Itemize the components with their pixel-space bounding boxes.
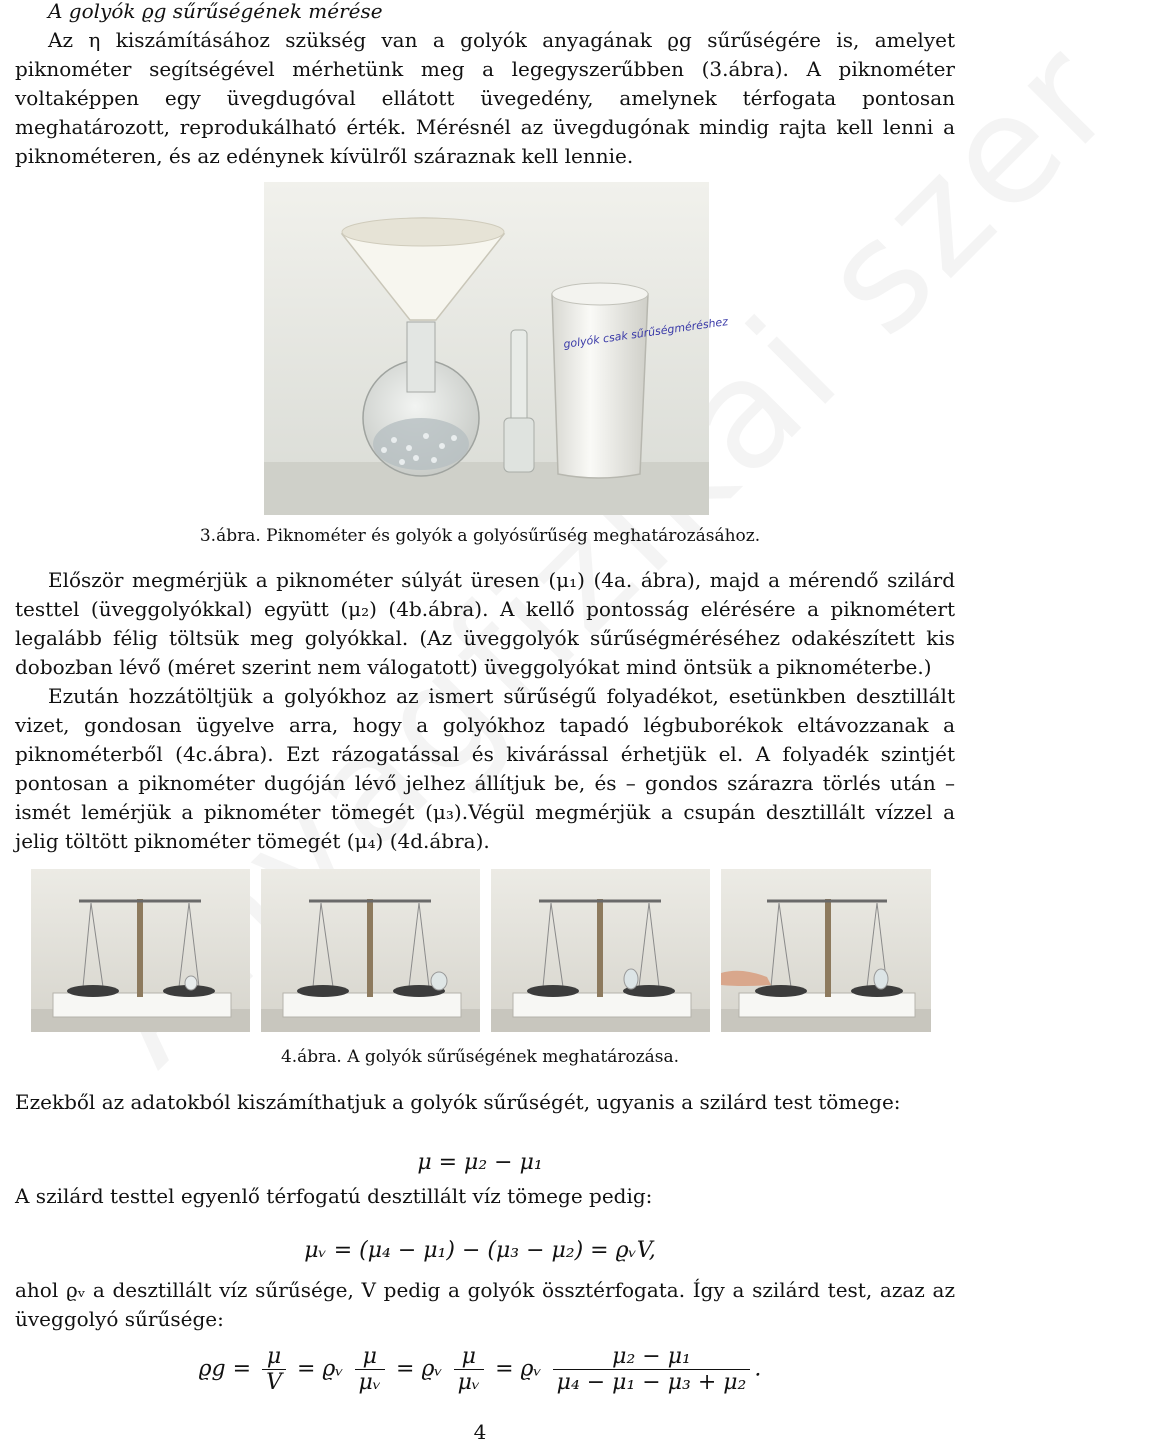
paragraph-water-text: A szilárd testtel egyenlő térfogatú desztillált víz tömege pedig: [15,1184,653,1208]
balance-photo-b [261,869,480,1032]
paragraph-weighing [15,566,955,682]
cup-label: golyók csak sűrűségméréshez [562,314,729,351]
eq3-equals-b: = ϱᵥ [396,1356,443,1382]
eq3-fraction-2 [355,1344,386,1395]
figure-4-caption: 4.ábra. A golyók sűrűségének meghatározása. [280,1047,680,1067]
paragraph-water [15,1182,955,1211]
eq3-f1-den: V [266,1370,282,1395]
balance-photo-d [721,869,931,1032]
eq3-equals-a: = ϱᵥ [296,1356,344,1382]
eq3-end: . [754,1356,762,1382]
eq3-equals-c: = ϱᵥ [495,1356,542,1382]
figure-3-photo [264,182,729,515]
eq3-fraction-4 [553,1344,751,1395]
eq3-f2-den: μᵥ [358,1370,382,1395]
eq3-f1-num: μ [262,1344,286,1370]
paragraph-intro-text: Az η kiszámításához szükség van a golyók anyagának ϱg sűrűségére is, amelyet piknométer segítségével mérhetünk meg a legegyszerűbben (3.ábra). A piknométer voltaképpen egy üvegdugóval ellátott üvegedény, amelynek térfogata pontosan meghatározott, reprodukálható érték. Mérésnél az üvegdugónak mindig rajta kell lenni a piknométeren, és az edénynek kívülről száraznak kell lennie. [15,28,955,168]
equation-water-mass: μᵥ = (μ₄ − μ₁) − (μ₃ − μ₂) = ϱᵥV, [304,1238,656,1263]
balance-photo-c [491,869,710,1032]
paragraph-data-text: Ezekből az adatokból kiszámíthatjuk a golyók sűrűségét, ugyanis a szilárd test tömege: [15,1090,901,1114]
eq3-f4-num: μ₂ − μ₁ [553,1344,751,1370]
eq3-f3-den: μᵥ [457,1370,481,1395]
cup-shape [552,284,648,478]
eq3-fraction-3 [454,1344,485,1395]
paragraph-data [15,1088,955,1117]
paragraph-intro [15,26,955,171]
figure-3-caption: 3.ábra. Piknométer és golyók a golyósűrűség meghatározásához. [199,526,761,546]
eq3-f2-num: μ [355,1344,386,1370]
section-heading: A golyók ϱg sűrűségének mérése [48,0,383,23]
eq3-f3-num: μ [454,1344,485,1370]
figure-4-photos [31,869,931,1032]
equation-mass: μ = μ₂ − μ₁ [417,1150,543,1175]
paragraph-density-text: ahol ϱᵥ a desztillált víz sűrűsége, V pedig a golyók össztérfogata. Így a szilárd test, azaz az üveggolyó sűrűsége: [15,1278,955,1331]
stopper-shape [511,330,527,430]
paragraph-density [15,1276,955,1334]
page-number: 4 [473,1420,487,1444]
paragraph-filling [15,682,955,856]
balance-photo-strip [31,869,931,1032]
balance-photo-a [31,869,250,1032]
eq3-fraction-1 [262,1344,286,1395]
paragraph-weighing-text: Először megmérjük a piknométer súlyát üresen (μ₁) (4a. ábra), majd a mérendő szilárd testtel (üveggolyókkal) együtt (μ₂) (4b.ábra). A kellő pontosság elérésére a piknométert legalább félig töltsük meg golyókkal. (Az üveggolyók sűrűségméréséhez odakészített kis dobozban lévő (méret szerint nem válogatott) üveggolyókat mind öntsük a piknométerbe.) [15,568,955,679]
equation-density [0,1344,960,1395]
paragraph-filling-text: Ezután hozzátöltjük a golyókhoz az ismert sűrűségű folyadékot, esetünkben desztillált vizet, gondosan ügyelve arra, hogy a golyókhoz tapadó légbuborékok eltávozzanak a piknométerből (4c.ábra). Ezt rázogatással és kivárással érhetjük el. A folyadék szintjét pontosan a piknométer dugóján lévő jelhez állítjuk be, és – gondos szárazra törlés után – ismét lemérjük a piknométer tömegét (μ₃).Végül megmérjük a csupán desztillált vízzel a jelig töltött piknométer tömegét (μ₄) (4d.ábra). [15,684,955,853]
eq3-lhs: ϱg = [198,1356,252,1382]
eq3-f4-den: μ₄ − μ₁ − μ₃ + μ₂ [556,1370,747,1395]
